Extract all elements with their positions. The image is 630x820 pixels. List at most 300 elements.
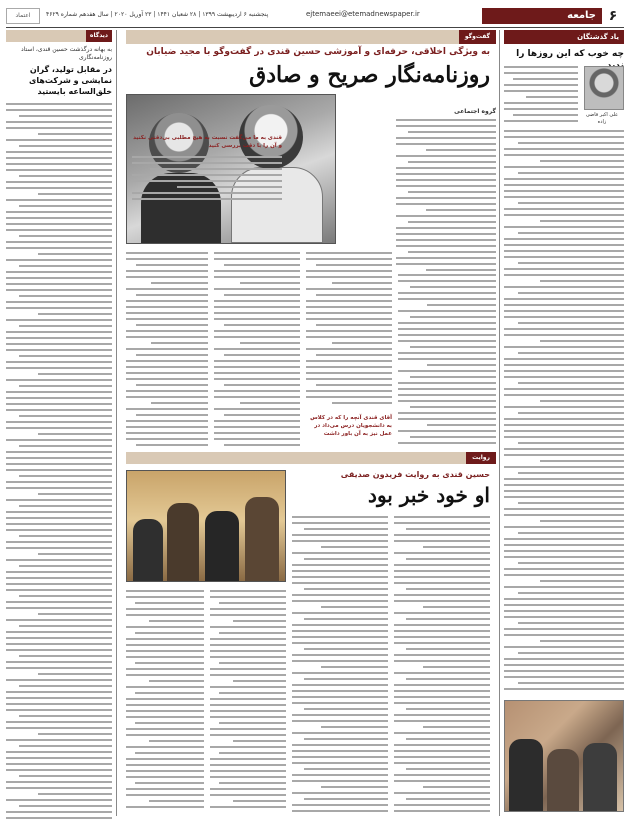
text-line [6, 523, 112, 525]
text-line [306, 300, 392, 302]
text-line [6, 277, 112, 279]
text-line [406, 768, 490, 770]
text-line [126, 776, 204, 778]
text-line [306, 288, 392, 290]
text-line [398, 412, 496, 414]
text-line [19, 235, 112, 237]
text-line [304, 708, 388, 710]
text-line [504, 676, 624, 678]
text-line [38, 133, 112, 135]
text-line [126, 318, 208, 320]
text-line [394, 756, 490, 758]
pull-quote-body [132, 156, 282, 204]
text-line [126, 366, 208, 368]
article-column [394, 516, 490, 812]
text-line [6, 703, 112, 705]
text-line [6, 349, 112, 351]
article-column [126, 252, 208, 446]
text-line [214, 270, 300, 272]
text-line [6, 457, 112, 459]
text-line [6, 187, 112, 189]
text-line [214, 330, 300, 332]
text-line [304, 678, 388, 680]
text-line [210, 650, 286, 652]
text-line [292, 600, 388, 602]
text-line [126, 704, 204, 706]
text-line [504, 574, 624, 576]
text-line [210, 764, 286, 766]
text-line [219, 632, 286, 634]
text-line [210, 716, 286, 718]
text-line [504, 148, 624, 150]
text-line [332, 282, 392, 284]
text-line [504, 454, 624, 456]
kicker-bar [126, 452, 496, 464]
text-line [6, 397, 112, 399]
text-line [19, 145, 112, 147]
text-line [126, 426, 208, 428]
text-line [504, 538, 624, 540]
text-line [6, 217, 112, 219]
photo-figure [167, 503, 199, 581]
text-line [306, 312, 392, 314]
text-line [126, 746, 204, 748]
text-line [292, 636, 388, 638]
text-line [394, 582, 490, 584]
text-line [126, 372, 208, 374]
text-line [394, 600, 490, 602]
text-line [292, 660, 388, 662]
text-line [504, 688, 624, 690]
text-line [504, 376, 624, 378]
text-line [6, 817, 112, 819]
text-line [394, 612, 490, 614]
text-line [126, 390, 208, 392]
text-line [306, 360, 392, 362]
text-line [292, 516, 388, 518]
text-line [394, 774, 490, 776]
text-line [224, 384, 300, 386]
text-line [394, 522, 490, 524]
text-line [126, 656, 204, 658]
article-column [292, 516, 388, 812]
photo-figure [583, 743, 617, 811]
text-line [394, 540, 490, 542]
text-line [292, 690, 388, 692]
text-line [292, 552, 388, 554]
text-line [6, 541, 112, 543]
text-line [210, 698, 286, 700]
text-line [504, 370, 624, 372]
text-line [6, 811, 112, 813]
text-line [6, 577, 112, 579]
text-line [504, 238, 624, 240]
text-line [398, 370, 496, 372]
text-line [214, 258, 300, 260]
text-line [126, 288, 208, 290]
text-line [316, 324, 392, 326]
text-line [394, 576, 490, 578]
text-line [224, 444, 300, 446]
text-line [304, 588, 388, 590]
second-title: او خود خبر بود [368, 483, 490, 507]
text-line [304, 528, 388, 530]
text-line [406, 648, 490, 650]
right-column [504, 30, 624, 816]
text-line [6, 229, 112, 231]
text-line [151, 282, 208, 284]
text-line [126, 276, 208, 278]
text-line [504, 430, 624, 432]
text-line [126, 758, 204, 760]
text-line [504, 334, 624, 336]
photo-figure [205, 511, 239, 581]
text-line [292, 654, 388, 656]
text-line [504, 358, 624, 360]
text-line [6, 121, 112, 123]
text-line [394, 810, 490, 812]
text-line [6, 127, 112, 129]
text-line [410, 376, 496, 378]
text-line [504, 598, 624, 600]
text-line [518, 142, 624, 144]
text-line [504, 388, 624, 390]
text-line [504, 634, 624, 636]
text-line [149, 680, 204, 682]
text-line [126, 770, 204, 772]
text-line [19, 655, 112, 657]
text-line [214, 438, 300, 440]
text-line [394, 642, 490, 644]
text-line [504, 664, 624, 666]
text-line [149, 620, 204, 622]
text-line [149, 800, 204, 802]
text-line [6, 709, 112, 711]
text-line [214, 312, 300, 314]
text-line [540, 460, 624, 462]
text-line [394, 672, 490, 674]
text-line [408, 221, 496, 223]
text-line [38, 253, 112, 255]
text-line [6, 379, 112, 381]
text-line [6, 247, 112, 249]
text-line [214, 378, 300, 380]
text-line [6, 427, 112, 429]
text-line [135, 632, 204, 634]
text-line [214, 318, 300, 320]
text-line [6, 319, 112, 321]
text-line [398, 280, 496, 282]
text-line [394, 552, 490, 554]
text-line [292, 576, 388, 578]
text-line [292, 702, 388, 704]
text-line [214, 390, 300, 392]
text-line [504, 508, 624, 510]
text-line [398, 298, 496, 300]
text-line [396, 215, 496, 217]
text-line [6, 661, 112, 663]
right-column-photo [504, 700, 624, 812]
text-line [406, 708, 490, 710]
text-line [135, 722, 204, 724]
text-line [504, 166, 624, 168]
kicker-label: گفت‌وگو [459, 30, 496, 44]
text-line [504, 250, 624, 252]
text-line [6, 643, 112, 645]
text-line [214, 336, 300, 338]
text-line [540, 220, 624, 222]
text-line [19, 385, 112, 387]
text-line [292, 684, 388, 686]
text-line [219, 602, 286, 604]
article-column [214, 252, 300, 446]
text-line [240, 342, 300, 344]
text-line [210, 776, 286, 778]
text-line [210, 728, 286, 730]
text-line [504, 448, 624, 450]
text-line [19, 565, 112, 567]
text-line [306, 252, 392, 254]
dateline: پنجشنبه ۶ اردیبهشت ۱۳۹۹ | ۲۸ شعبان ۱۴۴۱ | ۲۳ آوریل ۲۰۲۰ | سال هفدهم شماره ۴۶۲۹ [46, 11, 269, 18]
text-line [396, 173, 496, 175]
text-line [136, 294, 208, 296]
text-line [126, 668, 204, 670]
text-line [518, 232, 624, 234]
text-line [406, 738, 490, 740]
text-line [504, 544, 624, 546]
author-portrait [584, 66, 624, 110]
text-line [396, 137, 496, 139]
text-line [126, 614, 204, 616]
text-line [398, 418, 496, 420]
text-line [6, 787, 112, 789]
text-line [126, 408, 208, 410]
text-line [394, 696, 490, 698]
text-line [126, 794, 204, 796]
text-line [292, 564, 388, 566]
text-line [126, 710, 204, 712]
article-column [126, 590, 204, 812]
text-line [6, 103, 112, 105]
text-line [19, 355, 112, 357]
text-line [240, 402, 300, 404]
text-line [394, 750, 490, 752]
text-line [224, 264, 300, 266]
text-line [398, 328, 496, 330]
text-line [19, 685, 112, 687]
text-line [306, 270, 392, 272]
text-line [398, 388, 496, 390]
text-line [504, 658, 624, 660]
text-line [406, 798, 490, 800]
text-line [126, 336, 208, 338]
text-line [126, 716, 204, 718]
text-line [406, 678, 490, 680]
text-line [394, 762, 490, 764]
text-line [518, 622, 624, 624]
feature-article [126, 30, 496, 816]
text-line [321, 606, 388, 608]
photo-figure [547, 749, 579, 811]
text-line [504, 556, 624, 558]
text-line [504, 616, 624, 618]
text-line [504, 274, 624, 276]
text-line [210, 668, 286, 670]
text-line [6, 301, 112, 303]
text-line [504, 646, 624, 648]
text-line [504, 328, 624, 330]
photo-figure [133, 519, 163, 581]
text-line [6, 169, 112, 171]
text-line [518, 322, 624, 324]
text-line [6, 607, 112, 609]
text-line [19, 715, 112, 717]
text-line [504, 304, 624, 306]
text-line [6, 739, 112, 741]
text-line [233, 620, 286, 622]
text-line [210, 590, 286, 592]
feature-byline: گروه اجتماعی [454, 108, 496, 115]
text-line [233, 800, 286, 802]
text-line [504, 190, 624, 192]
text-line [396, 155, 496, 157]
text-line [6, 559, 112, 561]
text-line [126, 348, 208, 350]
text-line [214, 276, 300, 278]
photo-figure [245, 497, 279, 581]
text-line [19, 445, 112, 447]
left-column-body [6, 103, 112, 820]
pull-quote [132, 134, 282, 224]
text-line [427, 424, 496, 426]
text-line [6, 481, 112, 483]
text-line [504, 436, 624, 438]
text-line [394, 780, 490, 782]
text-line [394, 570, 490, 572]
text-line [410, 316, 496, 318]
pull-quote-text: آقای قندی آنچه را که در کلاس به دانشجویان درس می‌داد در عمل نیز به آن باور داشت [310, 415, 392, 437]
text-line [6, 391, 112, 393]
text-line [423, 546, 490, 548]
right-column-author: علی اکبر قاضی زاده [585, 112, 619, 125]
text-line [210, 758, 286, 760]
text-line [6, 151, 112, 153]
kicker-bar [126, 30, 496, 44]
text-line [224, 324, 300, 326]
text-line [19, 505, 112, 507]
text-line [6, 409, 112, 411]
text-line [398, 274, 496, 276]
text-line [126, 686, 204, 688]
text-line [304, 558, 388, 560]
text-line [126, 590, 204, 592]
text-line [316, 384, 392, 386]
text-line [6, 181, 112, 183]
text-line [126, 596, 204, 598]
text-line [406, 528, 490, 530]
text-line [504, 424, 624, 426]
text-line [210, 596, 286, 598]
text-line [19, 295, 112, 297]
text-line [38, 493, 112, 495]
text-line [398, 340, 496, 342]
text-line [136, 324, 208, 326]
text-line [214, 408, 300, 410]
text-line [6, 697, 112, 699]
text-line [396, 233, 496, 235]
text-line [504, 154, 624, 156]
text-line [19, 745, 112, 747]
feature-intro [396, 108, 496, 268]
text-line [6, 691, 112, 693]
text-line [126, 258, 208, 260]
text-line [306, 372, 392, 374]
text-line [292, 780, 388, 782]
text-line [427, 364, 496, 366]
text-line [126, 432, 208, 434]
newspaper-logo: اعتماد [6, 8, 40, 24]
text-line [214, 420, 300, 422]
text-line [540, 640, 624, 642]
text-line [6, 649, 112, 651]
text-line [6, 799, 112, 801]
text-line [504, 268, 624, 270]
text-line [6, 769, 112, 771]
text-line [321, 546, 388, 548]
text-line [6, 139, 112, 141]
text-line [210, 656, 286, 658]
second-upper-title: حسین قندی به روایت فریدون صدیقی [340, 470, 490, 479]
text-line [540, 580, 624, 582]
text-line [210, 614, 286, 616]
page-header [6, 6, 624, 26]
text-line [292, 522, 388, 524]
text-line [135, 692, 204, 694]
text-line [504, 568, 624, 570]
text-line [504, 406, 624, 408]
text-line [292, 612, 388, 614]
text-line [19, 115, 112, 117]
section-email: ejtemaeei@etemadnewspaper.ir [306, 10, 420, 18]
text-line [426, 209, 496, 211]
text-line [136, 414, 208, 416]
text-line [6, 463, 112, 465]
text-line [394, 702, 490, 704]
text-line [233, 740, 286, 742]
text-line [6, 631, 112, 633]
text-line [19, 775, 112, 777]
text-line [306, 348, 392, 350]
text-line [394, 624, 490, 626]
text-line [394, 792, 490, 794]
text-line [6, 259, 112, 261]
text-line [394, 636, 490, 638]
text-line [126, 788, 204, 790]
text-line [210, 788, 286, 790]
text-line [396, 227, 496, 229]
text-line [6, 361, 112, 363]
text-line [306, 258, 392, 260]
text-line [126, 650, 204, 652]
text-line [518, 592, 624, 594]
text-line [504, 394, 624, 396]
text-line [6, 163, 112, 165]
text-line [410, 286, 496, 288]
text-line [6, 367, 112, 369]
text-line [126, 252, 208, 254]
text-line [214, 360, 300, 362]
text-line [504, 136, 624, 138]
